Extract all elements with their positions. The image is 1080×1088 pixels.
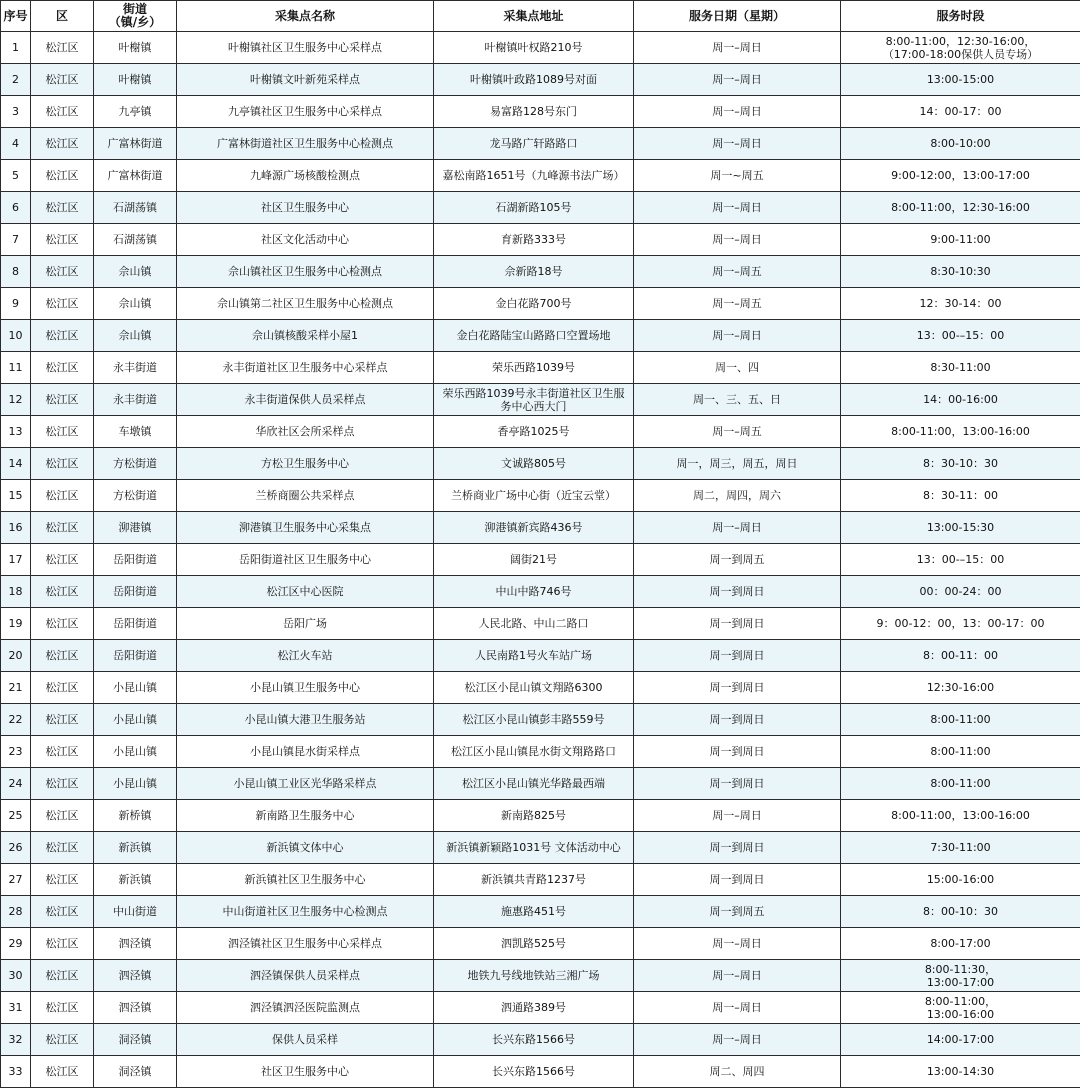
cell-service-hours: 14:00-17:00 xyxy=(841,1024,1080,1056)
cell-site-name: 岳阳广场 xyxy=(177,608,434,640)
cell-street: 新浜镇 xyxy=(94,832,177,864)
cell-site-name: 泖港镇卫生服务中心采集点 xyxy=(177,512,434,544)
table-row xyxy=(1,736,1080,768)
cell-site-name: 叶榭镇社区卫生服务中心采样点 xyxy=(177,32,434,64)
header-street: 街道 （镇/乡） xyxy=(94,1,177,32)
cell-service-hours: 12：30-14：00 xyxy=(841,288,1080,320)
cell-site-address: 嘉松南路1651号（九峰源书法广场） xyxy=(434,160,634,192)
cell-site-address: 龙马路广轩路路口 xyxy=(434,128,634,160)
cell-site-name: 松江区中心医院 xyxy=(177,576,434,608)
cell-site-name: 佘山镇社区卫生服务中心检测点 xyxy=(177,256,434,288)
cell-site-address: 荣乐西路1039号永丰街道社区卫生服 务中心西大门 xyxy=(434,384,634,416)
table-row xyxy=(1,128,1080,160)
cell-district: 松江区 xyxy=(31,512,94,544)
cell-street: 方松街道 xyxy=(94,448,177,480)
table-row xyxy=(1,192,1080,224)
cell-district: 松江区 xyxy=(31,320,94,352)
cell-service-days: 周一–周日 xyxy=(634,800,841,832)
cell-site-address: 新浜镇新颖路1031号 文体活动中心 xyxy=(434,832,634,864)
cell-site-address: 文诚路805号 xyxy=(434,448,634,480)
cell-street: 车墩镇 xyxy=(94,416,177,448)
cell-site-name: 小昆山镇卫生服务中心 xyxy=(177,672,434,704)
cell-service-hours: 8：30-10：30 xyxy=(841,448,1080,480)
cell-service-days: 周一–周日 xyxy=(634,96,841,128)
cell-index: 29 xyxy=(1,928,31,960)
header-service-hours: 服务时段 xyxy=(841,1,1080,32)
cell-service-days: 周一到周日 xyxy=(634,576,841,608)
cell-service-days: 周一到周日 xyxy=(634,704,841,736)
cell-service-hours: 8:00-10:00 xyxy=(841,128,1080,160)
cell-street: 中山街道 xyxy=(94,896,177,928)
cell-district: 松江区 xyxy=(31,352,94,384)
table-row xyxy=(1,864,1080,896)
cell-district: 松江区 xyxy=(31,96,94,128)
cell-site-name: 泗泾镇社区卫生服务中心采样点 xyxy=(177,928,434,960)
cell-service-days: 周一、四 xyxy=(634,352,841,384)
cell-service-hours: 7:30-11:00 xyxy=(841,832,1080,864)
cell-service-days: 周一到周日 xyxy=(634,864,841,896)
cell-site-name: 泗泾镇保供人员采样点 xyxy=(177,960,434,992)
cell-site-name: 叶榭镇文叶新苑采样点 xyxy=(177,64,434,96)
cell-site-address: 叶榭镇叶政路1089号对面 xyxy=(434,64,634,96)
cell-street: 永丰街道 xyxy=(94,384,177,416)
cell-service-days: 周一–周日 xyxy=(634,1024,841,1056)
cell-site-name: 岳阳街道社区卫生服务中心 xyxy=(177,544,434,576)
cell-site-address: 松江区小昆山镇文翔路6300 xyxy=(434,672,634,704)
cell-site-address: 香亭路1025号 xyxy=(434,416,634,448)
cell-district: 松江区 xyxy=(31,896,94,928)
cell-site-name: 小昆山镇昆水街采样点 xyxy=(177,736,434,768)
table-row xyxy=(1,416,1080,448)
cell-district: 松江区 xyxy=(31,960,94,992)
cell-service-hours: 8:00-11:00，12:30-16:00 xyxy=(841,192,1080,224)
cell-street: 新浜镇 xyxy=(94,864,177,896)
cell-site-name: 华欣社区会所采样点 xyxy=(177,416,434,448)
cell-district: 松江区 xyxy=(31,544,94,576)
table-row xyxy=(1,1056,1080,1088)
cell-street: 佘山镇 xyxy=(94,320,177,352)
cell-street: 洞泾镇 xyxy=(94,1024,177,1056)
cell-site-name: 九亭镇社区卫生服务中心采样点 xyxy=(177,96,434,128)
table-row xyxy=(1,64,1080,96)
cell-service-days: 周一–周日 xyxy=(634,192,841,224)
cell-service-days: 周一–周五 xyxy=(634,288,841,320)
cell-service-days: 周一到周五 xyxy=(634,544,841,576)
cell-service-hours: 8:00-11:00，13:00-16:00 xyxy=(841,800,1080,832)
cell-site-address: 人民北路、中山二路口 xyxy=(434,608,634,640)
table-row xyxy=(1,960,1080,992)
table-row xyxy=(1,768,1080,800)
cell-site-name: 中山街道社区卫生服务中心检测点 xyxy=(177,896,434,928)
cell-service-days: 周一到周日 xyxy=(634,608,841,640)
cell-district: 松江区 xyxy=(31,640,94,672)
cell-site-name: 九峰源广场核酸检测点 xyxy=(177,160,434,192)
cell-site-address: 地铁九号线地铁站三湘广场 xyxy=(434,960,634,992)
cell-index: 18 xyxy=(1,576,31,608)
cell-site-address: 长兴东路1566号 xyxy=(434,1056,634,1088)
cell-site-name: 保供人员采样 xyxy=(177,1024,434,1056)
cell-site-name: 佘山镇第二社区卫生服务中心检测点 xyxy=(177,288,434,320)
table-row xyxy=(1,448,1080,480)
cell-service-days: 周一到周日 xyxy=(634,832,841,864)
cell-service-days: 周一，周三，周五，周日 xyxy=(634,448,841,480)
table-row xyxy=(1,224,1080,256)
cell-index: 31 xyxy=(1,992,31,1024)
cell-site-address: 新南路825号 xyxy=(434,800,634,832)
table-row xyxy=(1,640,1080,672)
cell-service-hours: 8:30-11:00 xyxy=(841,352,1080,384)
cell-site-name: 广富林街道社区卫生服务中心检测点 xyxy=(177,128,434,160)
cell-street: 岳阳街道 xyxy=(94,576,177,608)
cell-site-address: 泖港镇新宾路436号 xyxy=(434,512,634,544)
cell-service-days: 周一到周五 xyxy=(634,896,841,928)
cell-site-name: 小昆山镇大港卫生服务站 xyxy=(177,704,434,736)
table-row xyxy=(1,160,1080,192)
cell-street: 小昆山镇 xyxy=(94,704,177,736)
table-row xyxy=(1,896,1080,928)
table-row xyxy=(1,800,1080,832)
cell-service-hours: 8:00-17:00 xyxy=(841,928,1080,960)
cell-street: 小昆山镇 xyxy=(94,768,177,800)
cell-service-days: 周一–周日 xyxy=(634,32,841,64)
table-row xyxy=(1,576,1080,608)
header-site-name: 采集点名称 xyxy=(177,1,434,32)
cell-district: 松江区 xyxy=(31,928,94,960)
cell-service-hours: 9：00-12：00，13：00-17：00 xyxy=(841,608,1080,640)
cell-service-hours: 8:00-11:00 xyxy=(841,736,1080,768)
cell-site-address: 松江区小昆山镇彭丰路559号 xyxy=(434,704,634,736)
cell-district: 松江区 xyxy=(31,32,94,64)
cell-index: 11 xyxy=(1,352,31,384)
cell-service-hours: 13:00-15:30 xyxy=(841,512,1080,544)
cell-district: 松江区 xyxy=(31,1024,94,1056)
cell-district: 松江区 xyxy=(31,992,94,1024)
cell-service-days: 周二、周四 xyxy=(634,1056,841,1088)
cell-street: 小昆山镇 xyxy=(94,672,177,704)
table-row xyxy=(1,608,1080,640)
cell-service-days: 周一–周日 xyxy=(634,512,841,544)
cell-district: 松江区 xyxy=(31,224,94,256)
cell-service-hours: 13:00-15:00 xyxy=(841,64,1080,96)
cell-index: 16 xyxy=(1,512,31,544)
cell-service-hours: 8:00-11:00 xyxy=(841,768,1080,800)
cell-street: 岳阳街道 xyxy=(94,608,177,640)
cell-index: 32 xyxy=(1,1024,31,1056)
cell-service-hours: 12:30-16:00 xyxy=(841,672,1080,704)
cell-service-days: 周一–周五 xyxy=(634,416,841,448)
cell-index: 4 xyxy=(1,128,31,160)
cell-service-days: 周一–周日 xyxy=(634,928,841,960)
cell-index: 21 xyxy=(1,672,31,704)
cell-street: 新桥镇 xyxy=(94,800,177,832)
cell-service-days: 周二，周四，周六 xyxy=(634,480,841,512)
table-row xyxy=(1,928,1080,960)
cell-service-hours: 15:00-16:00 xyxy=(841,864,1080,896)
cell-site-address: 泗凯路525号 xyxy=(434,928,634,960)
cell-site-address: 松江区小昆山镇昆水街文翔路路口 xyxy=(434,736,634,768)
cell-service-days: 周一–周日 xyxy=(634,64,841,96)
cell-index: 27 xyxy=(1,864,31,896)
cell-district: 松江区 xyxy=(31,288,94,320)
table-row xyxy=(1,96,1080,128)
cell-site-name: 泗泾镇泗泾医院监测点 xyxy=(177,992,434,1024)
cell-street: 广富林街道 xyxy=(94,160,177,192)
cell-district: 松江区 xyxy=(31,672,94,704)
header-site-address: 采集点地址 xyxy=(434,1,634,32)
header-district: 区 xyxy=(31,1,94,32)
cell-index: 19 xyxy=(1,608,31,640)
cell-index: 7 xyxy=(1,224,31,256)
cell-site-address: 荣乐西路1039号 xyxy=(434,352,634,384)
cell-service-hours: 8:00-11:00，12:30-16:00， （17:00-18:00保供人员专场） xyxy=(841,32,1080,64)
cell-site-name: 佘山镇核酸采样小屋1 xyxy=(177,320,434,352)
cell-site-address: 金白花路700号 xyxy=(434,288,634,320)
cell-index: 23 xyxy=(1,736,31,768)
cell-index: 15 xyxy=(1,480,31,512)
cell-district: 松江区 xyxy=(31,800,94,832)
cell-street: 佘山镇 xyxy=(94,256,177,288)
cell-service-days: 周一–周日 xyxy=(634,992,841,1024)
table-body xyxy=(1,32,1080,1088)
table-row xyxy=(1,992,1080,1024)
header-row xyxy=(1,1,1080,32)
cell-service-days: 周一~周五 xyxy=(634,160,841,192)
cell-service-hours: 9:00-12:00，13:00-17:00 xyxy=(841,160,1080,192)
table-row xyxy=(1,512,1080,544)
cell-site-name: 永丰街道社区卫生服务中心采样点 xyxy=(177,352,434,384)
cell-site-address: 长兴东路1566号 xyxy=(434,1024,634,1056)
cell-service-days: 周一到周日 xyxy=(634,640,841,672)
cell-index: 5 xyxy=(1,160,31,192)
cell-site-name: 社区卫生服务中心 xyxy=(177,192,434,224)
cell-street: 岳阳街道 xyxy=(94,640,177,672)
cell-district: 松江区 xyxy=(31,480,94,512)
cell-district: 松江区 xyxy=(31,864,94,896)
cell-site-address: 石湖新路105号 xyxy=(434,192,634,224)
cell-site-address: 金白花路陆宝山路路口空置场地 xyxy=(434,320,634,352)
cell-street: 洞泾镇 xyxy=(94,1056,177,1088)
table-row xyxy=(1,384,1080,416)
cell-street: 泗泾镇 xyxy=(94,960,177,992)
cell-service-days: 周一–周日 xyxy=(634,960,841,992)
cell-service-hours: 8：30-11：00 xyxy=(841,480,1080,512)
cell-index: 3 xyxy=(1,96,31,128)
cell-service-hours: 8:00-11:00，13:00-16:00 xyxy=(841,416,1080,448)
cell-service-hours: 13：00-–15：00 xyxy=(841,544,1080,576)
cell-service-days: 周一、三、五、日 xyxy=(634,384,841,416)
cell-index: 25 xyxy=(1,800,31,832)
table-row xyxy=(1,672,1080,704)
table-row xyxy=(1,832,1080,864)
cell-index: 26 xyxy=(1,832,31,864)
cell-site-name: 松江火车站 xyxy=(177,640,434,672)
cell-street: 石湖荡镇 xyxy=(94,192,177,224)
cell-index: 13 xyxy=(1,416,31,448)
table-row xyxy=(1,352,1080,384)
cell-index: 12 xyxy=(1,384,31,416)
cell-site-name: 社区文化活动中心 xyxy=(177,224,434,256)
cell-index: 20 xyxy=(1,640,31,672)
cell-service-hours: 8:00-11:00， 13:00-16:00 xyxy=(841,992,1080,1024)
cell-district: 松江区 xyxy=(31,256,94,288)
cell-district: 松江区 xyxy=(31,128,94,160)
cell-site-address: 中山中路746号 xyxy=(434,576,634,608)
cell-street: 永丰街道 xyxy=(94,352,177,384)
cell-service-days: 周一–周五 xyxy=(634,256,841,288)
cell-street: 岳阳街道 xyxy=(94,544,177,576)
cell-site-address: 泗通路389号 xyxy=(434,992,634,1024)
cell-service-hours: 8:00-11:30， 13:00-17:00 xyxy=(841,960,1080,992)
cell-street: 叶榭镇 xyxy=(94,32,177,64)
cell-district: 松江区 xyxy=(31,192,94,224)
table-row xyxy=(1,320,1080,352)
cell-site-address: 佘新路18号 xyxy=(434,256,634,288)
cell-service-hours: 9:00-11:00 xyxy=(841,224,1080,256)
cell-index: 17 xyxy=(1,544,31,576)
cell-district: 松江区 xyxy=(31,768,94,800)
cell-site-address: 新浜镇共青路1237号 xyxy=(434,864,634,896)
cell-district: 松江区 xyxy=(31,64,94,96)
cell-street: 广富林街道 xyxy=(94,128,177,160)
table-row xyxy=(1,1024,1080,1056)
cell-site-address: 松江区小昆山镇光华路最西端 xyxy=(434,768,634,800)
cell-district: 松江区 xyxy=(31,448,94,480)
cell-service-hours: 8:30-10:30 xyxy=(841,256,1080,288)
cell-service-hours: 14：00-17：00 xyxy=(841,96,1080,128)
cell-site-name: 小昆山镇工业区光华路采样点 xyxy=(177,768,434,800)
cell-index: 6 xyxy=(1,192,31,224)
cell-site-address: 育新路333号 xyxy=(434,224,634,256)
cell-street: 泖港镇 xyxy=(94,512,177,544)
cell-site-name: 新浜镇文体中心 xyxy=(177,832,434,864)
cell-site-name: 方松卫生服务中心 xyxy=(177,448,434,480)
cell-index: 14 xyxy=(1,448,31,480)
cell-district: 松江区 xyxy=(31,1056,94,1088)
cell-index: 8 xyxy=(1,256,31,288)
cell-service-hours: 8：00-10：30 xyxy=(841,896,1080,928)
cell-district: 松江区 xyxy=(31,704,94,736)
cell-index: 33 xyxy=(1,1056,31,1088)
cell-service-hours: 8：00-11：00 xyxy=(841,640,1080,672)
cell-site-address: 阔街21号 xyxy=(434,544,634,576)
table-row xyxy=(1,480,1080,512)
cell-street: 小昆山镇 xyxy=(94,736,177,768)
cell-service-days: 周一到周日 xyxy=(634,672,841,704)
cell-site-name: 新南路卫生服务中心 xyxy=(177,800,434,832)
cell-index: 22 xyxy=(1,704,31,736)
cell-site-name: 永丰街道保供人员采样点 xyxy=(177,384,434,416)
cell-street: 泗泾镇 xyxy=(94,928,177,960)
cell-service-hours: 13:00-14:30 xyxy=(841,1056,1080,1088)
table-row xyxy=(1,704,1080,736)
cell-service-days: 周一到周日 xyxy=(634,736,841,768)
cell-street: 方松街道 xyxy=(94,480,177,512)
cell-index: 10 xyxy=(1,320,31,352)
cell-site-address: 兰桥商业广场中心街（近宝云堂） xyxy=(434,480,634,512)
cell-district: 松江区 xyxy=(31,608,94,640)
cell-index: 28 xyxy=(1,896,31,928)
table-row xyxy=(1,256,1080,288)
cell-district: 松江区 xyxy=(31,736,94,768)
cell-site-address: 人民南路1号火车站广场 xyxy=(434,640,634,672)
cell-district: 松江区 xyxy=(31,416,94,448)
cell-district: 松江区 xyxy=(31,160,94,192)
cell-street: 叶榭镇 xyxy=(94,64,177,96)
cell-site-name: 新浜镇社区卫生服务中心 xyxy=(177,864,434,896)
cell-service-days: 周一–周日 xyxy=(634,128,841,160)
cell-street: 石湖荡镇 xyxy=(94,224,177,256)
cell-service-hours: 14：00-16:00 xyxy=(841,384,1080,416)
cell-index: 1 xyxy=(1,32,31,64)
cell-service-hours: 00：00-24：00 xyxy=(841,576,1080,608)
cell-service-days: 周一到周日 xyxy=(634,768,841,800)
table-row xyxy=(1,544,1080,576)
cell-district: 松江区 xyxy=(31,384,94,416)
cell-index: 24 xyxy=(1,768,31,800)
cell-site-name: 社区卫生服务中心 xyxy=(177,1056,434,1088)
cell-district: 松江区 xyxy=(31,832,94,864)
cell-service-hours: 13：00-–15：00 xyxy=(841,320,1080,352)
cell-district: 松江区 xyxy=(31,576,94,608)
table-row xyxy=(1,288,1080,320)
header-index: 序号 xyxy=(1,1,31,32)
cell-site-name: 兰桥商圈公共采样点 xyxy=(177,480,434,512)
cell-site-address: 叶榭镇叶权路210号 xyxy=(434,32,634,64)
cell-service-days: 周一–周日 xyxy=(634,224,841,256)
table-row xyxy=(1,32,1080,64)
cell-index: 9 xyxy=(1,288,31,320)
cell-service-hours: 8:00-11:00 xyxy=(841,704,1080,736)
cell-site-address: 施惠路451号 xyxy=(434,896,634,928)
cell-street: 泗泾镇 xyxy=(94,992,177,1024)
header-service-days: 服务日期（星期） xyxy=(634,1,841,32)
cell-index: 2 xyxy=(1,64,31,96)
cell-street: 佘山镇 xyxy=(94,288,177,320)
cell-street: 九亭镇 xyxy=(94,96,177,128)
cell-service-days: 周一–周日 xyxy=(634,320,841,352)
cell-index: 30 xyxy=(1,960,31,992)
cell-site-address: 易富路128号东门 xyxy=(434,96,634,128)
